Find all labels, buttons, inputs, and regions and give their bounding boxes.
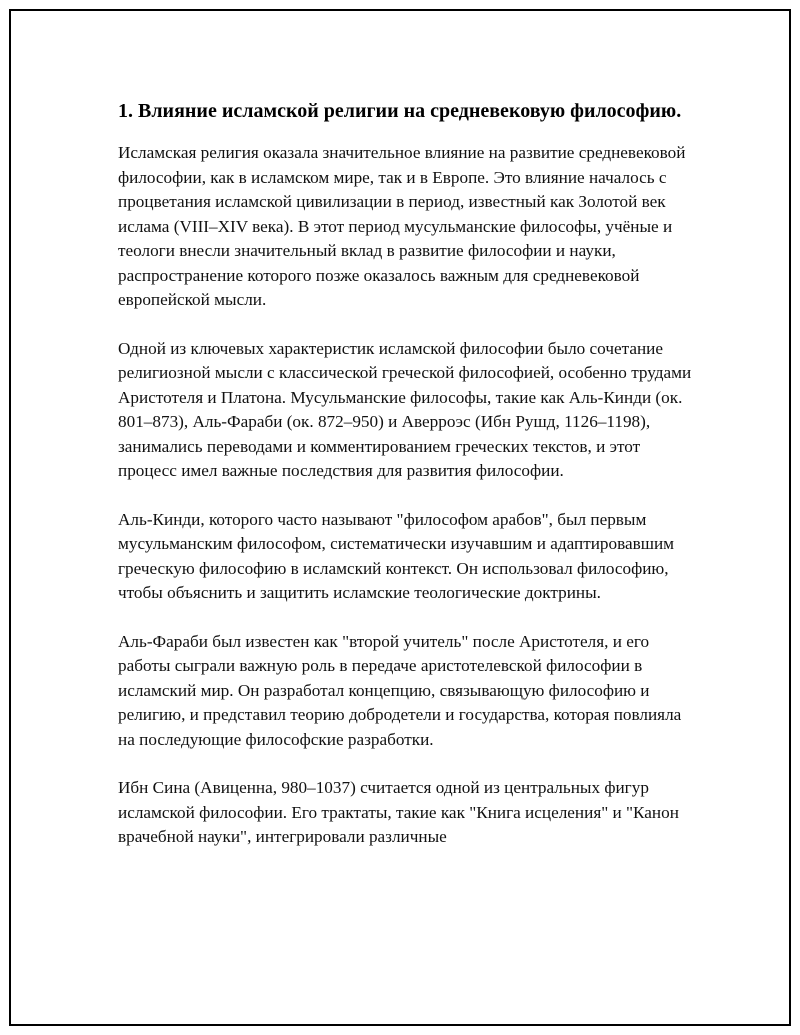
document-page (9, 9, 791, 1026)
paragraph-4: Аль-Фараби был известен как "второй учитель" после Аристотеля, и его работы сыграли важную роль в передаче аристотелевской философии в исламский мир. Он разработал концепцию, связывающую философию и религию, и представил теорию добродетели и государства, которая повлияла на последующие философские разработки. (118, 631, 682, 749)
document-content (118, 97, 698, 874)
paragraph-5: Ибн Сина (Авиценна, 980–1037) считается одной из центральных фигур исламской философии. Его трактаты, такие как "Книга исцеления" и "Канон врачебной науки", интегрировали различные (118, 778, 679, 846)
paragraph-2: Одной из ключевых характеристик исламской философии было сочетание религиозной мысли с классической греческой философией, особенно трудами Аристотеля и Платона. Мусульманские философы, такие как Аль-Кинди (ок. 801–873), Аль-Фараби (ок. 872–950) и Аверроэс (Ибн Рушд, 1126–1198), занимались переводами и комментированием греческих текстов, и этот процесс имел важные последствия для развития философии. (118, 338, 692, 480)
section-title: 1. Влияние исламской религии на средневековую философию. (118, 100, 682, 122)
paragraph-3: Аль-Кинди, которого часто называют "философом арабов", был первым мусульманским философом, систематически изучавшим и адаптировавшим греческую философию в исламский контекст. Он использовал философию, чтобы объяснить и защитить исламские теологические доктрины. (118, 509, 675, 602)
paragraph-1: Исламская религия оказала значительное влияние на развитие средневековой философии, как в исламском мире, так и в Европе. Это влияние началось с процветания исламской цивилизации в период, известный как Золотой век ислама (VIII–XIV века). В этот период мусульманские философы, учёные и теологи внесли значительный вклад в развитие философии и науки, распространение которого позже оказалось важным для средневековой европейской мысли. (118, 143, 686, 309)
